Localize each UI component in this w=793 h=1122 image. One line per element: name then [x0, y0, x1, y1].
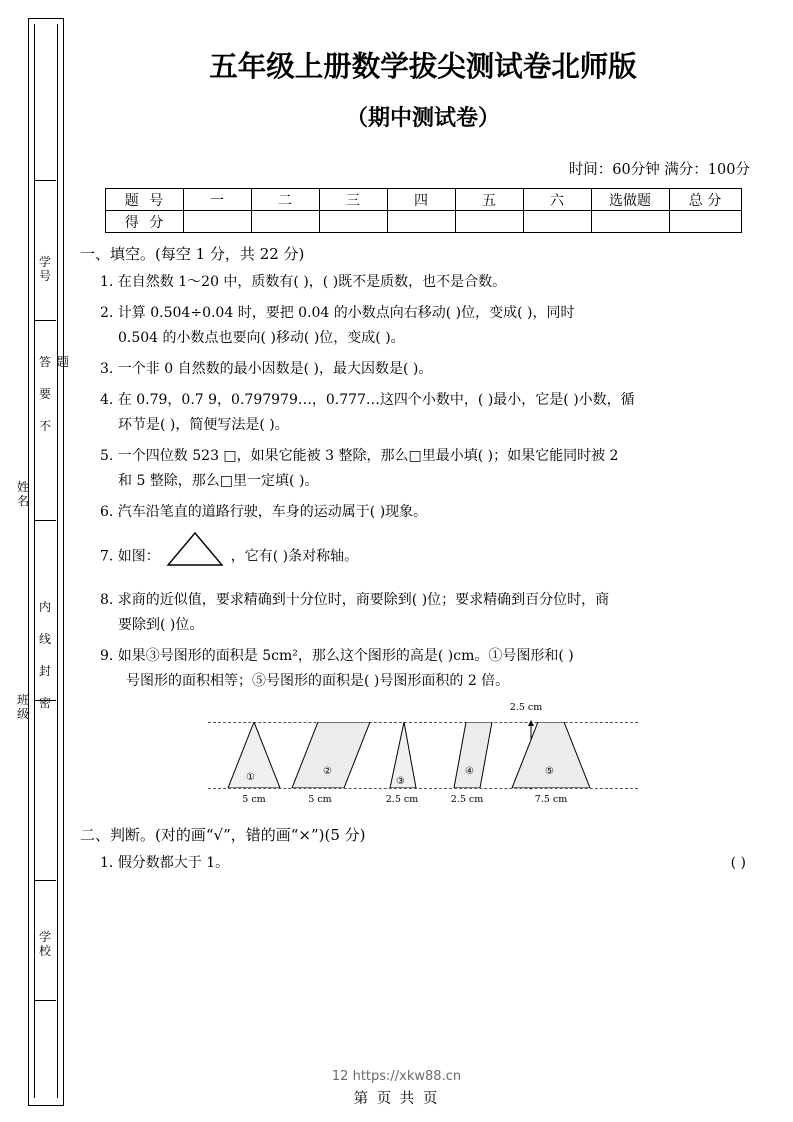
shape-number-5: ⑤ [545, 766, 554, 777]
score-cell-blank[interactable] [387, 211, 455, 233]
figure-shapes [208, 722, 638, 788]
score-cell-blank[interactable] [591, 211, 669, 233]
question-2: 2. 计算 0.504÷0.04 时，要把 0.04 的小数点向右移动( )位，变成( )，同时 0.504 的小数点也要向( )移动( )位，变成( )。 [100, 305, 575, 346]
score-cell-blank[interactable] [523, 211, 591, 233]
table-row-header [105, 189, 741, 211]
question-7-text-a: 7. 如图： [100, 548, 160, 565]
score-cell: 题 号 [105, 189, 183, 211]
score-cell: 总 分 [669, 189, 741, 211]
rail-label-xuexiao: 学 校 [38, 930, 51, 958]
rail-label-ti: 题 [56, 355, 69, 369]
score-cell: 四 [387, 189, 455, 211]
shape-base-label-5: 7.5 cm [534, 794, 568, 805]
score-cell: 选做题 [591, 189, 669, 211]
rail-divider-2 [34, 320, 56, 321]
shape-number-4: ④ [465, 766, 474, 777]
shape-base-label-2: 5 cm [308, 794, 332, 805]
score-cell: 二 [251, 189, 319, 211]
rail-label-xingming: 姓 名 [16, 480, 29, 508]
question-7-text-b: ，它有( )条对称轴。 [230, 548, 359, 565]
question-5: 5. 一个四位数 523 □，如果它能被 3 整除，那么□里最小填( )；如果它能同时被 2 和 5 整除，那么□里一定填( )。 [100, 448, 619, 489]
rail-divider-1 [34, 180, 56, 181]
page-subtitle: （期中测试卷） [345, 106, 500, 131]
section-2-question-1: 1. 假分数都大于 1。 ( ) [100, 851, 768, 876]
section-2-answer-blank: ( ) [730, 855, 746, 871]
paper-content [78, 26, 768, 876]
table-row-scores [105, 211, 741, 233]
question-7 [100, 531, 768, 582]
footer-url: 12 https://xkw88.cn [331, 1069, 462, 1084]
rail-label-mifengxiannei: 内 线 封 密 [38, 600, 51, 710]
figure-height-label: 2.5 cm [509, 702, 543, 713]
score-cell-blank[interactable] [183, 211, 251, 233]
page-title: 五年级上册数学拔尖测试卷北师版 [209, 50, 637, 83]
shape-base-label-1: 5 cm [242, 794, 266, 805]
shape-base-label-4: 2.5 cm [450, 794, 484, 805]
question-1: 1. 在自然数 1～20 中，质数有( )，( )既不是质数，也不是合数。 [100, 274, 507, 290]
question-6: 6. 汽车沿笔直的道路行驶，车身的运动属于( )现象。 [100, 504, 428, 520]
shape-number-1: ① [246, 772, 255, 783]
rail-label-datiyaobu: 答 要 不 [38, 355, 51, 433]
question-8: 8. 求商的近似值，要求精确到十分位时，商要除到( )位；要求精确到百分位时，商 要除到( )位。 [100, 592, 610, 633]
rail-divider-5 [34, 880, 56, 881]
score-cell: 一 [183, 189, 251, 211]
question-9-figure [208, 700, 638, 812]
rail-divider-3 [34, 520, 56, 521]
score-cell: 五 [455, 189, 523, 211]
rail-divider-6 [34, 1000, 56, 1001]
figure-bottom-dashed-line [208, 788, 638, 789]
question-4: 4. 在 0.79，0.7 9，0.797979…，0.777…这四个小数中，( )最小，它是( )小数，循 环节是( )，简便写法是( )。 [100, 392, 635, 433]
score-cell: 三 [319, 189, 387, 211]
shape-number-3: ③ [396, 776, 405, 787]
question-9: 9. 如果③号图形的面积是 5cm²，那么这个图形的高是( )cm。①号图形和( ) 号图形的面积相等；⑤号图形的面积是( )号图形面积的 2 倍。 [100, 648, 574, 689]
shape-base-label-3: 2.5 cm [385, 794, 419, 805]
exam-meta: 时间：60分钟 满分：100分 [568, 162, 750, 178]
shape-number-2: ② [323, 766, 332, 777]
isosceles-triangle-figure [166, 531, 224, 582]
score-table [105, 188, 742, 233]
score-cell-blank[interactable] [455, 211, 523, 233]
score-cell-blank[interactable] [319, 211, 387, 233]
score-cell-blank[interactable] [669, 211, 741, 233]
section-1-heading: 一、填空。(每空 1 分，共 22 分) [80, 245, 305, 263]
footer-page-number: 第 页 共 页 [353, 1091, 440, 1107]
score-cell: 六 [523, 189, 591, 211]
question-3: 3. 一个非 0 自然数的最小因数是( )，最大因数是( )。 [100, 361, 433, 377]
section-2-heading: 二、判断。(对的画“√”，错的画“×”)(5 分) [80, 826, 366, 844]
rail-label-banji: 班 级 [16, 693, 29, 721]
score-cell-blank[interactable] [251, 211, 319, 233]
score-cell: 得 分 [105, 211, 183, 233]
rail-label-xuehao: 学 号 [38, 255, 51, 283]
